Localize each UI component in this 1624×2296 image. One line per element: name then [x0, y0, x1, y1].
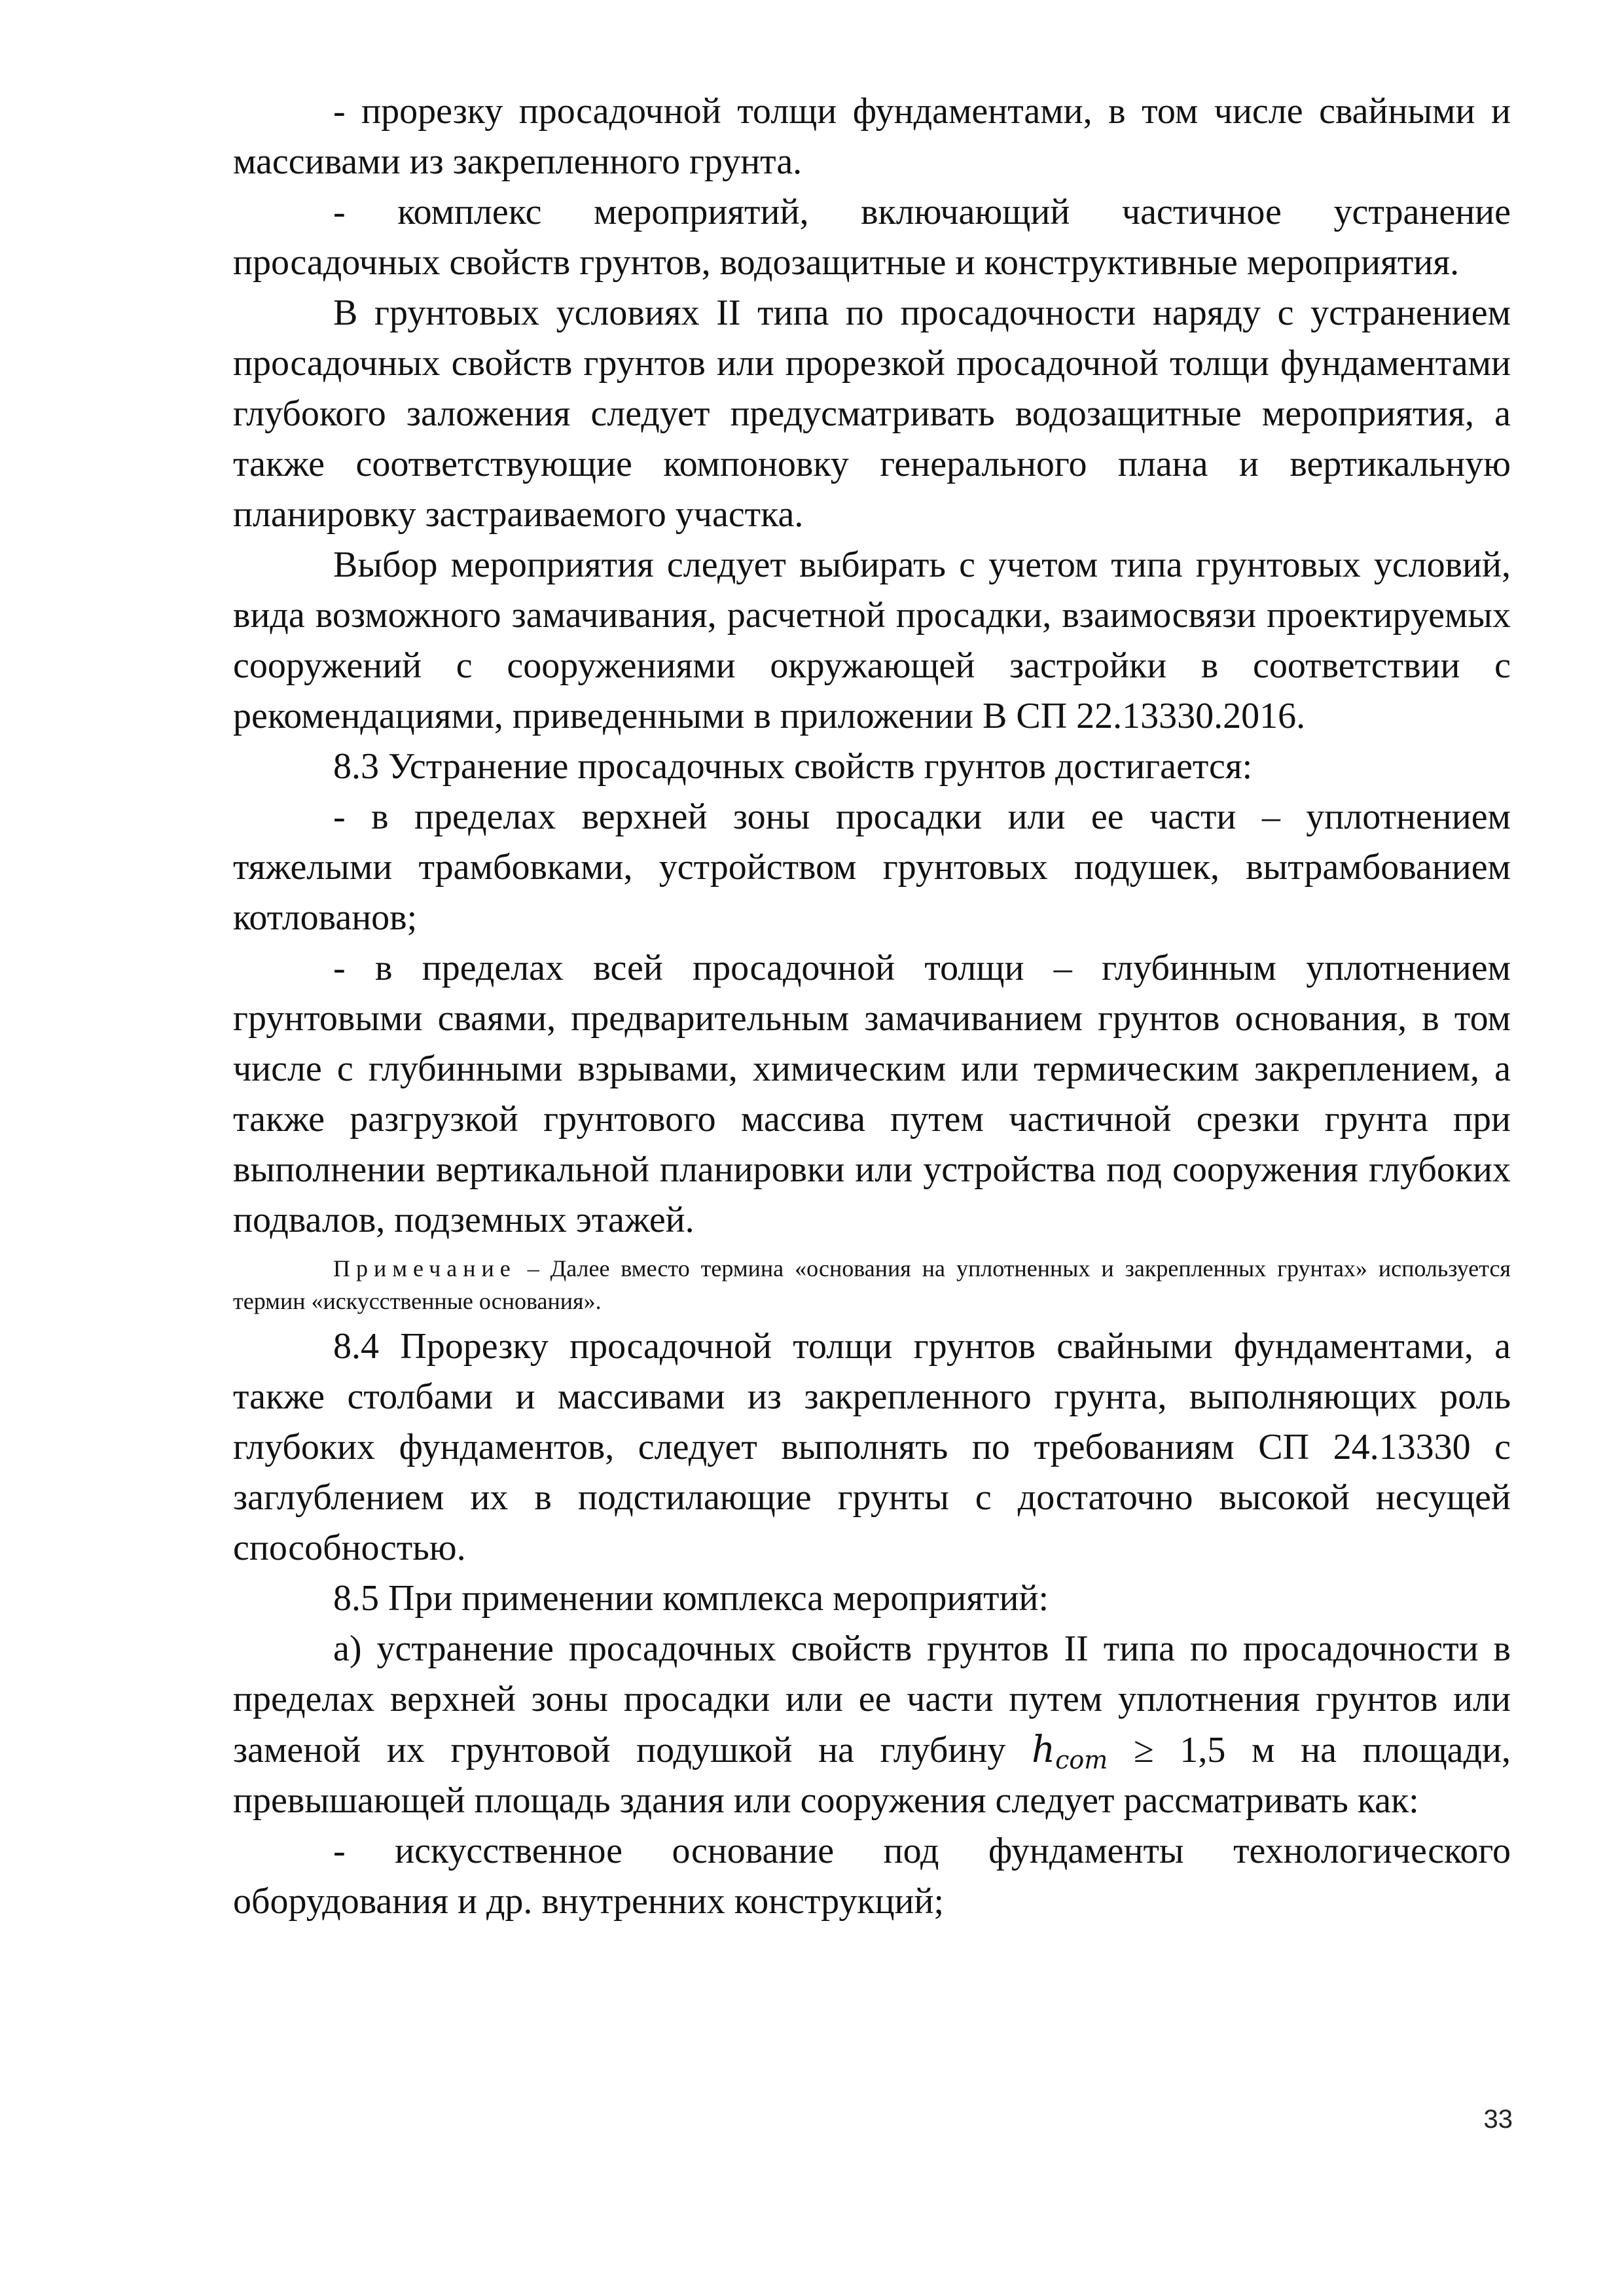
paragraph-8-5: 8.5 При применении комплекса мероприятий:: [333, 1578, 1049, 1619]
paragraph-type-ii-conditions: В грунтовых условиях II типа по просадочности наряду с устранением просадочных свойств грунтов или прорезкой просадочной толщи фундаментами глубокого заложения следует предусматривать водозащитные мероприятия, а также соответствующие компоновку генерального плана и вертикальную планировку застраиваемого участка.: [233, 293, 1511, 535]
item-a-text-after: м на площади, превышающей площадь здания или сооружения следует рассматривать как:: [233, 1730, 1511, 1821]
math-subscript: com: [1055, 1746, 1108, 1774]
note: [233, 1252, 1511, 1318]
paragraph-cutting-foundations: - прорезку просадочной толщи фундаментами, в том числе свайными и массивами из закрепленного грунта.: [233, 91, 1511, 182]
math-relation: ≥ 1,5: [1108, 1730, 1226, 1770]
item-a-text-before: а) устранение просадочных свойств грунтов II типа по просадочности в пределах верхней зоны просадки или ее части путем уплотнения грунтов или заменой их грунтовой подушкой на глубину: [233, 1628, 1511, 1770]
math-variable: h: [1032, 1729, 1056, 1771]
paragraph-artificial-base: - искусственное основание под фундаменты технологического оборудования и др. внутренних конструкций;: [233, 1831, 1511, 1922]
paragraph-item-a: [233, 1624, 1511, 1826]
paragraph-complex-measures: - комплекс мероприятий, включающий частичное устранение просадочных свойств грунтов, водозащитные и конструктивные мероприятия.: [233, 192, 1511, 283]
page-number: 33: [1483, 2105, 1513, 2134]
paragraph-8-3-heading: 8.3 Устранение просадочных свойств грунтов достигается:: [333, 746, 1253, 787]
math-formula-hcom: [1032, 1729, 1108, 1774]
note-text: – Далее вместо термина «основания на уплотненных и закрепленных грунтах» используется термин «искусственные основания».: [233, 1255, 1511, 1314]
body-text: [233, 86, 1511, 1927]
note-label: Примечание: [333, 1255, 516, 1282]
paragraph-upper-zone: - в пределах верхней зоны просадки или ее части – уплотнением тяжелыми трамбовками, устройством грунтовых подушек, вытрамбованием котлованов;: [233, 797, 1511, 938]
paragraph-whole-thickness: - в пределах всей просадочной толщи – глубинным уплотнением грунтовыми сваями, предварительным замачиванием грунтов основания, в том числе с глубинными взрывами, химическим или термическим закреплением, а также разгрузкой грунтового массива путем частичной срезки грунта при выполнении вертикальной планировки или устройства под сооружения глубоких подвалов, подземных этажей.: [233, 948, 1511, 1240]
paragraph-measure-choice: Выбор мероприятия следует выбирать с учетом типа грунтовых условий, вида возможного замачивания, расчетной просадки, взаимосвязи проектируемых сооружений с сооружениями окружающей застройки в соответствии с рекомендациями, приведенными в приложении В СП 22.13330.2016.: [233, 545, 1511, 736]
paragraph-8-4: 8.4 Прорезку просадочной толщи грунтов свайными фундаментами, а также столбами и массивами из закрепленного грунта, выполняющих роль глубоких фундаментов, следует выполнять по требованиям СП 24.13330 с заглублением их в подстилающие грунты с достаточно высокой несущей способностью.: [233, 1326, 1511, 1568]
